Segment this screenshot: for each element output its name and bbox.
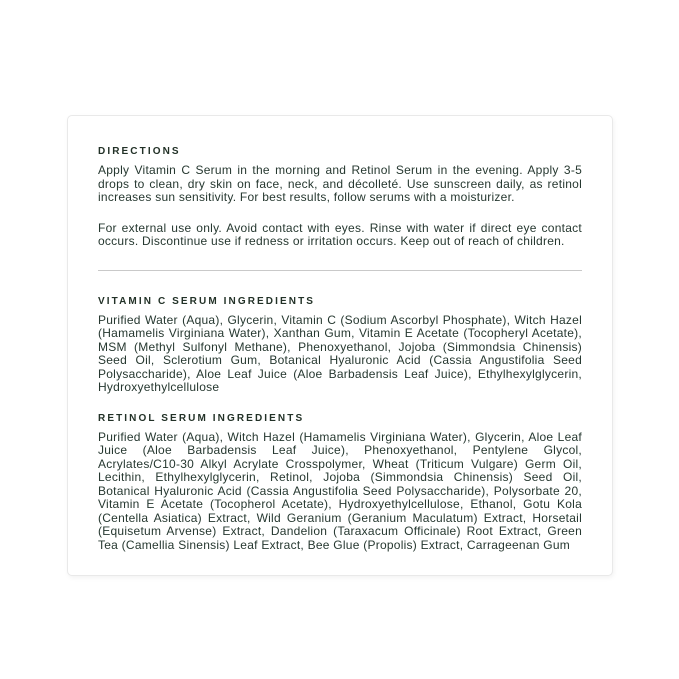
directions-warning-paragraph: For external use only. Avoid contact with eyes. Rinse with water if direct eye contact occurs. Discontinue use if redness or irritation occurs. Keep out of reach of children. — [98, 220, 582, 248]
label-card — [67, 115, 613, 576]
vitamin-c-ingredients-heading: VITAMIN C SERUM INGREDIENTS — [98, 295, 316, 307]
directions-section — [98, 147, 582, 249]
vitamin-c-ingredients-list: Purified Water (Aqua), Glycerin, Vitamin C (Sodium Ascorbyl Phosphate), Witch Hazel (Hamamelis Virginiana Water), Xanthan Gum, Vitamin E Acetate (Tocopheryl Acetate), MSM (Methyl Sulfonyl Methane), Phenoxyethanol, Jojoba (Simmondsia Chinensis) Seed Oil, Sclerotium Gum, Botanical Hyaluronic Acid (Cassia Angustifolia Seed Polysaccharide), Aloe Leaf Juice (Aloe Barbadensis Leaf Juice), Ethylhexylglycerin, Hydroxyethylcellulose — [98, 312, 582, 394]
retinol-ingredients-section — [98, 414, 582, 553]
directions-usage-paragraph: Apply Vitamin C Serum in the morning and Retinol Serum in the evening. Apply 3-5 drops to clean, dry skin on face, neck, and décolleté. Use sunscreen daily, as retinol increases sun sensitivity. For best results, follow serums with a moisturizer. — [98, 163, 582, 204]
retinol-ingredients-list: Purified Water (Aqua), Witch Hazel (Hamamelis Virginiana Water), Glycerin, Aloe Leaf Juice (Aloe Barbadensis Leaf Juice), Phenoxyethanol, Pentylene Glycol, Acrylates/C10-30 Alkyl Acrylate Crosspolymer, Wheat (Triticum Vulgare) Germ Oil, Lecithin, Ethylhexylglycerin, Retinol, Jojoba (Simmondsia Chinensis) Seed Oil, Botanical Hyaluronic Acid (Cassia Angustifolia Seed Polysaccharide), Polysorbate 20, Vitamin E Acetate (Tocopherol Acetate), Hydroxyethylcellulose, Ethanol, Gotu Kola (Centella Asiatica) Extract, Wild Geranium (Geranium Maculatum) Extract, Horsetail (Equisetum Arvense) Extract, Dandelion (Taraxacum Officinale) Root Extract, Green Tea (Camellia Sinensis) Leaf Extract, Bee Glue (Propolis) Extract, Carrageenan Gum — [98, 429, 582, 552]
directions-heading: DIRECTIONS — [98, 146, 181, 157]
vitamin-c-ingredients-section — [98, 297, 582, 395]
retinol-ingredients-heading: RETINOL SERUM INGREDIENTS — [98, 412, 305, 424]
section-divider — [98, 270, 582, 271]
